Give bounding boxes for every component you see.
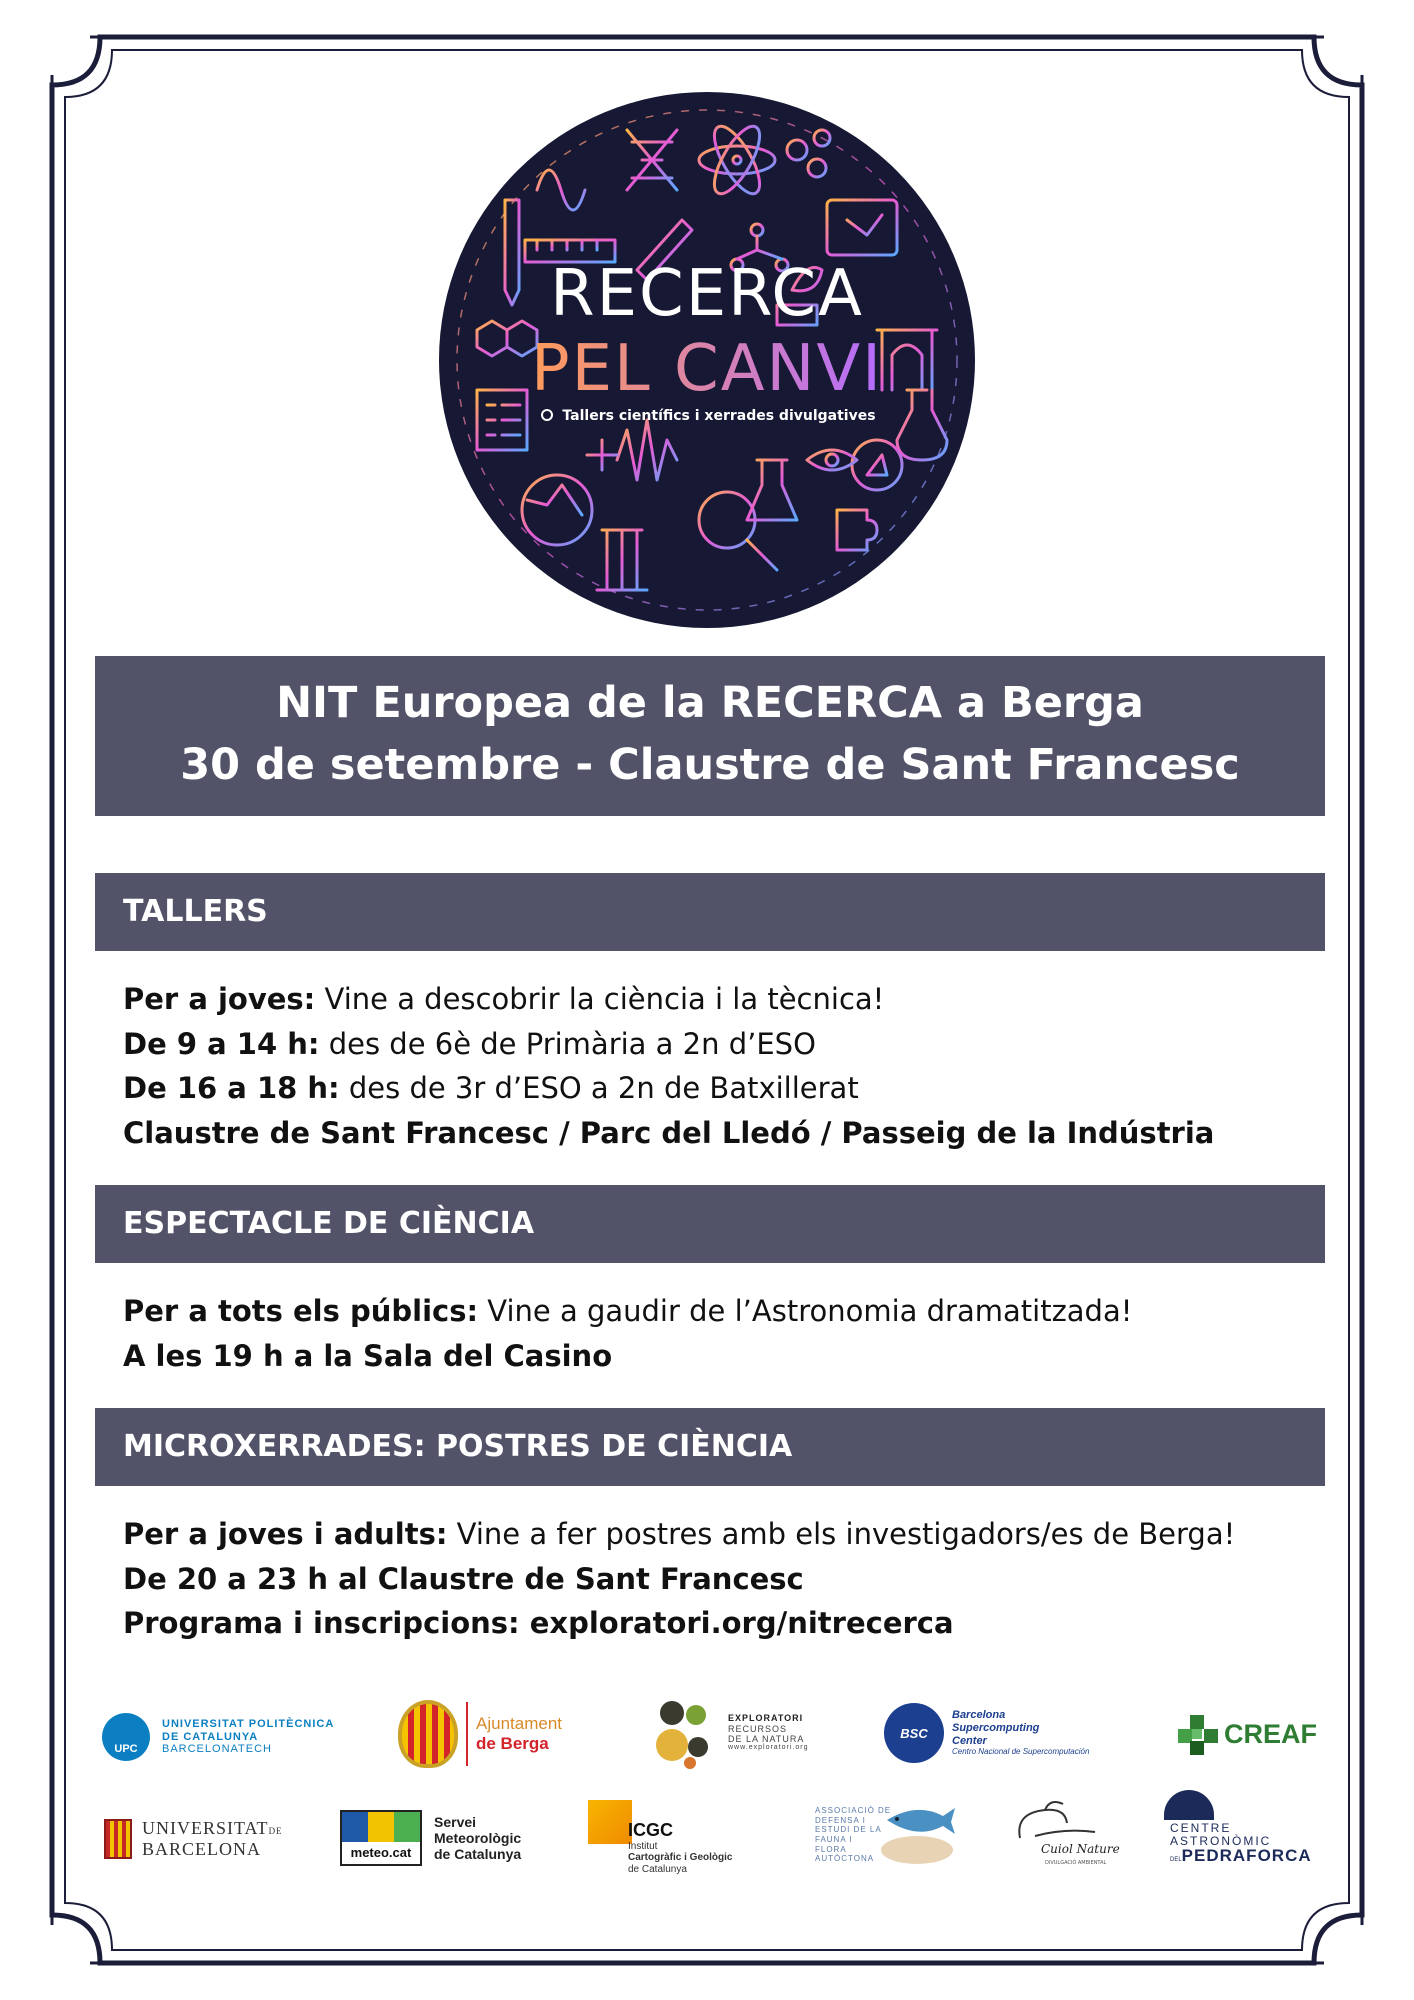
adefa-line4: FAUNA I: [815, 1835, 853, 1844]
exploratori-line2: RECURSOS: [728, 1723, 788, 1734]
bsc-line2: Supercomputing: [952, 1722, 1040, 1735]
meteocat-badge: meteo.cat: [350, 1845, 412, 1860]
upc-icon: UPC: [102, 1713, 150, 1761]
berga-line1: Ajuntament: [476, 1714, 562, 1734]
logo-centre-astronomic-pedraforca: [1164, 1790, 1314, 1880]
meteocat-line2: Meteorològic: [434, 1829, 522, 1846]
logo-ajuntament-berga: [398, 1700, 562, 1768]
event-date-place: 30 de setembre - Claustre de Sant Francesc: [180, 740, 1240, 790]
exploratori-line1: EXPLORATORI: [728, 1713, 804, 1724]
registration-link[interactable]: Programa i inscripcions: exploratori.org/nitrecerca: [123, 1606, 954, 1640]
logo-upc: [102, 1713, 334, 1761]
tallers-line-3: De 16 a 18 h: des de 3r d’ESO a 2n de Batxillerat: [123, 1071, 859, 1105]
exploratori-line3: DE LA NATURA: [728, 1734, 805, 1745]
exploratori-line4: www.exploratori.org: [728, 1744, 809, 1752]
bsc-line3: Center: [952, 1734, 987, 1747]
adefa-line3: ESTUDI DE LA: [815, 1825, 882, 1835]
meteocat-icon: [340, 1810, 422, 1866]
microxerrades-line-1: Per a joves i adults: Vine a fer postres amb els investigadors/es de Berga!: [123, 1517, 1236, 1551]
microxerrades-line-2: De 20 a 23 h al Claustre de Sant Francesc: [123, 1561, 804, 1596]
adefa-line1: ASSOCIACIÓ DE: [815, 1806, 892, 1816]
pedraforca-line3: PEDRAFORCA: [1181, 1846, 1312, 1866]
logo-bsc: [884, 1703, 1089, 1763]
pedraforca-line2: ASTRONÒMIC: [1170, 1833, 1272, 1848]
berga-shield-icon: [398, 1700, 458, 1768]
exploratori-icon: [650, 1695, 722, 1771]
hero-circle-logo: [437, 90, 977, 630]
tallers-line-4: Claustre de Sant Francesc / Parc del Lledó / Passeig de la Indústria: [123, 1115, 1215, 1150]
section-body-microxerrades: [123, 1512, 1235, 1646]
creaf-leaf-icon: [1176, 1713, 1220, 1757]
tallers-line-1: Per a joves: Vine a descobrir la ciència i la tècnica!: [123, 982, 885, 1016]
upc-line1: UNIVERSITAT POLITÈCNICA: [162, 1718, 335, 1731]
logo-universitat-barcelona: [104, 1818, 283, 1859]
fish-icon: [877, 1800, 957, 1870]
icgc-line1: ICGC: [628, 1820, 673, 1840]
meteocat-line3: de Catalunya: [434, 1846, 522, 1863]
bsc-icon: BSC: [884, 1703, 944, 1763]
icgc-line3: Cartogràfic i Geològic: [628, 1852, 733, 1864]
adefa-line5: FLORA: [815, 1844, 847, 1854]
espectacle-line-1: Per a tots els públics: Vine a gaudir de l’Astronomia dramatitzada!: [123, 1294, 1133, 1328]
hero-title-line1: RECERCA: [550, 257, 864, 331]
pedraforca-line1: CENTRE: [1170, 1821, 1232, 1835]
section-heading-microxerrades: MICROXERRADES: POSTRES DE CIÈNCIA: [95, 1408, 1325, 1486]
section-body-tallers: [123, 977, 1214, 1155]
espectacle-line-2: A les 19 h a la Sala del Casino: [123, 1338, 613, 1373]
icgc-line4: de Catalunya: [628, 1863, 687, 1875]
star-dome-icon: [1164, 1790, 1214, 1820]
meteocat-line1: Servei: [434, 1813, 477, 1830]
event-title-banner: [95, 656, 1325, 816]
ub-line1: UNIVERSITAT: [142, 1818, 269, 1838]
bird-icon: [1005, 1798, 1115, 1848]
logo-icgc: [588, 1800, 732, 1875]
section-body-espectacle: [123, 1289, 1132, 1378]
creaf-text: CREAF: [1224, 1719, 1317, 1750]
logo-creaf: [1176, 1713, 1317, 1757]
logo-adefa: [815, 1800, 957, 1870]
hero-title-line2: PEL CANVI: [530, 332, 884, 406]
adefa-line6: AUTÒCTONA: [815, 1854, 875, 1864]
upc-line3: BARCELONATECH: [162, 1743, 272, 1756]
logo-meteocat: [340, 1810, 521, 1866]
section-heading-tallers: TALLERS: [95, 873, 1325, 951]
event-title: NIT Europea de la RECERCA a Berga: [276, 678, 1144, 728]
logo-exploratori: [650, 1695, 808, 1771]
bsc-line4: Centro Nacional de Supercomputación: [952, 1747, 1090, 1757]
ub-shield-icon: [104, 1819, 132, 1859]
logo-cuiol-nature: [1005, 1798, 1120, 1874]
icgc-icon: [588, 1800, 632, 1844]
section-heading-espectacle: ESPECTACLE DE CIÈNCIA: [95, 1185, 1325, 1263]
hero-tagline: Tallers científics i xerrades divulgatives: [562, 408, 876, 424]
bsc-line1: Barcelona: [952, 1709, 1006, 1722]
cuiol-line1: Cuiol Nature: [1041, 1842, 1120, 1856]
icgc-line2: Institut: [628, 1840, 658, 1852]
ub-line1-small: DE: [268, 1826, 283, 1836]
berga-line2: de Berga: [476, 1734, 549, 1753]
upc-line2: DE CATALUNYA: [162, 1730, 259, 1743]
adefa-line2: DEFENSA I: [815, 1815, 866, 1825]
tallers-line-2: De 9 a 14 h: des de 6è de Primària a 2n d’ESO: [123, 1026, 816, 1061]
ub-line2: BARCELONA: [142, 1838, 262, 1859]
cuiol-line2: DIVULGACIÓ AMBIENTAL: [1045, 1860, 1107, 1866]
pedraforca-line3-small: DEL: [1170, 1857, 1182, 1864]
